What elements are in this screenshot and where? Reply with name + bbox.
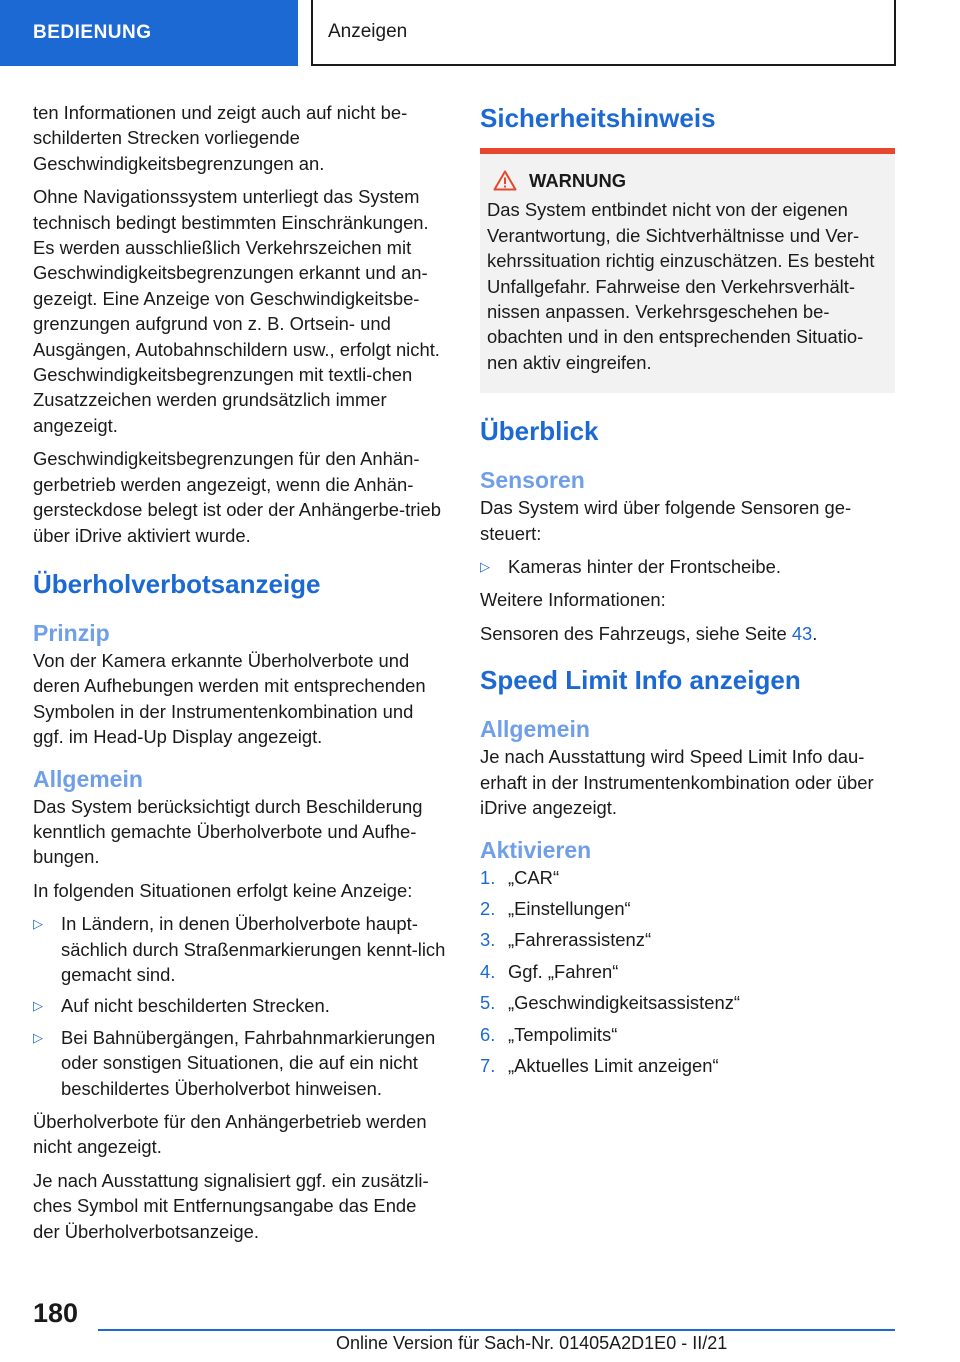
- list-item: [33, 1025, 448, 1101]
- heading-general-left: Allgemein: [33, 765, 143, 792]
- situations-paragraph: In folgenden Situationen erfolgt keine Anzeige:: [33, 879, 413, 901]
- heading-sensors: Sensoren: [480, 467, 585, 494]
- trailer-overtaking-paragraph: Überholverbote für den Anhängerbetrieb werden nicht angezeigt.: [33, 1111, 427, 1158]
- step-number: 2.: [480, 897, 496, 919]
- heading-activate: Aktivieren: [480, 836, 592, 863]
- heading-overtaking: Überholverbotsanzeige: [33, 568, 321, 599]
- list-item: [33, 993, 448, 1018]
- sensor-list: [480, 554, 895, 579]
- navigation-paragraph: Ohne Navigationssystem unterliegt das System technisch bedingt bestimmten Einschränkungen. Es werden ausschließlich Verkehrszeichen mit Geschwindigkeitsbegrenzungen erkannt und an-gezeigt. Eine Anzeige von Geschwindigkeitsbe-grenzungen aufgrund von z. B. Ortsein- und Ausgängen, Autobahnschildern usw., erfolgt nicht. Geschwindigkeitsbegrenzungen mit textli-chen Zusatzzeichen werden grundsätzlich immer angezeigt.: [33, 186, 440, 436]
- step-number: 6.: [480, 1023, 496, 1045]
- online-version-note: Online Version für Sach-Nr. 01405A2D1E0 - II/21: [336, 1333, 728, 1353]
- step-text: „Tempolimits“: [508, 1023, 618, 1045]
- footer-divider: [98, 1329, 895, 1331]
- list-item-text: In Ländern, in denen Überholverbote haupt-sächlich durch Straßenmarkierungen kennt-lich gemacht sind.: [61, 913, 446, 985]
- page-number: 180: [33, 1298, 79, 1328]
- equipment-paragraph: Je nach Ausstattung signalisiert ggf. ein zusätzli-ches Symbol mit Entfernungsangabe das Ende der Überholverbotsanzeige.: [33, 1169, 429, 1242]
- triangle-bullet-icon: ▷: [33, 998, 43, 1014]
- triangle-bullet-icon: ▷: [33, 916, 43, 932]
- step-text: „Einstellungen“: [508, 897, 631, 919]
- warning-box: [480, 148, 895, 393]
- list-item: [33, 911, 448, 987]
- general-paragraph-left: Das System berücksichtigt durch Beschilderung kenntlich gemachte Überholverbote und Aufhe-bungen.: [33, 795, 423, 868]
- step-text: „Fahrerassistenz“: [508, 929, 652, 951]
- step-number: 4.: [480, 960, 496, 982]
- see-page-text: Sensoren des Fahrzeugs, siehe Seite: [480, 622, 792, 644]
- triangle-bullet-icon: ▷: [480, 559, 490, 575]
- warning-triangle-icon: [493, 170, 517, 191]
- warning-header: [487, 168, 887, 193]
- step-text: „Aktuelles Limit anzeigen“: [508, 1054, 719, 1076]
- step-item: [480, 1053, 895, 1078]
- step-item: [480, 896, 895, 921]
- intro-paragraph: ten Informationen und zeigt auch auf nicht be-schilderten Strecken vorliegende Geschwindigkeitsbegrenzungen an.: [33, 102, 408, 174]
- general-paragraph-right: Je nach Ausstattung wird Speed Limit Info dau-erhaft in der Instrumentenkombination oder über iDrive angezeigt.: [480, 746, 874, 819]
- chapter-title: Anzeigen: [311, 0, 896, 66]
- step-number: 1.: [480, 866, 496, 888]
- step-item: [480, 1022, 895, 1047]
- step-text: Ggf. „Fahren“: [508, 960, 619, 982]
- list-item: [480, 554, 895, 579]
- heading-general-right: Allgemein: [480, 716, 590, 743]
- step-item: [480, 865, 895, 890]
- list-item-text: Bei Bahnübergängen, Fahrbahnmarkierungen oder sonstigen Situationen, die auf ein nicht beschildertes Überholverbot hinweisen.: [61, 1026, 436, 1099]
- step-number: 7.: [480, 1054, 496, 1076]
- heading-overview: Überblick: [480, 416, 599, 447]
- see-page-suffix: .: [812, 622, 818, 644]
- left-column: [33, 100, 448, 1252]
- step-item: [480, 990, 895, 1015]
- section-tab: BEDIENUNG: [0, 0, 298, 66]
- trailer-paragraph: Geschwindigkeitsbegrenzungen für den Anhän-gerbetrieb werden angezeigt, wenn die Anhän-gersteckdose belegt ist oder der Anhängerbe-trieb über iDrive aktiviert wurde.: [33, 448, 441, 546]
- principle-paragraph: Von der Kamera erkannte Überholverbote und deren Aufhebungen werden mit entsprechenden Symbolen in der Instrumentenkombination und ggf. im Head-Up Display angezeigt.: [33, 649, 426, 748]
- activation-steps: [480, 865, 895, 1079]
- see-page-paragraph: [480, 621, 895, 646]
- warning-title: WARNUNG: [529, 170, 627, 191]
- heading-principle: Prinzip: [33, 619, 110, 646]
- list-item-text: Kameras hinter der Frontscheibe.: [508, 556, 781, 578]
- warning-text: Das System entbindet nicht von der eigenen Verantwortung, die Sichtverhältnisse und Ver-kehrssituation richtig einzuschätzen. Es besteht Unfallgefahr. Fahrweise den Verkehrsverhält-nissen anpassen. Verkehrsgeschehen be-obachten und in den entsprechenden Situatio-nen aktiv eingreifen.: [487, 199, 875, 373]
- step-item: [480, 927, 895, 952]
- list-item-text: Auf nicht beschilderten Strecken.: [61, 995, 330, 1017]
- heading-safety: Sicherheitshinweis: [480, 103, 716, 133]
- step-number: 3.: [480, 929, 496, 951]
- more-info-paragraph: Weitere Informationen:: [480, 589, 666, 611]
- step-text: „CAR“: [508, 866, 560, 888]
- step-item: [480, 959, 895, 984]
- step-text: „Geschwindigkeitsassistenz“: [508, 992, 741, 1014]
- triangle-bullet-icon: ▷: [33, 1029, 43, 1045]
- page-link[interactable]: 43: [791, 622, 813, 644]
- right-column: [480, 100, 895, 1086]
- situation-list: [33, 911, 448, 1101]
- sensors-paragraph: Das System wird über folgende Sensoren ge-steuert:: [480, 497, 852, 544]
- step-number: 5.: [480, 992, 496, 1014]
- heading-speed-limit: Speed Limit Info anzeigen: [480, 665, 801, 696]
